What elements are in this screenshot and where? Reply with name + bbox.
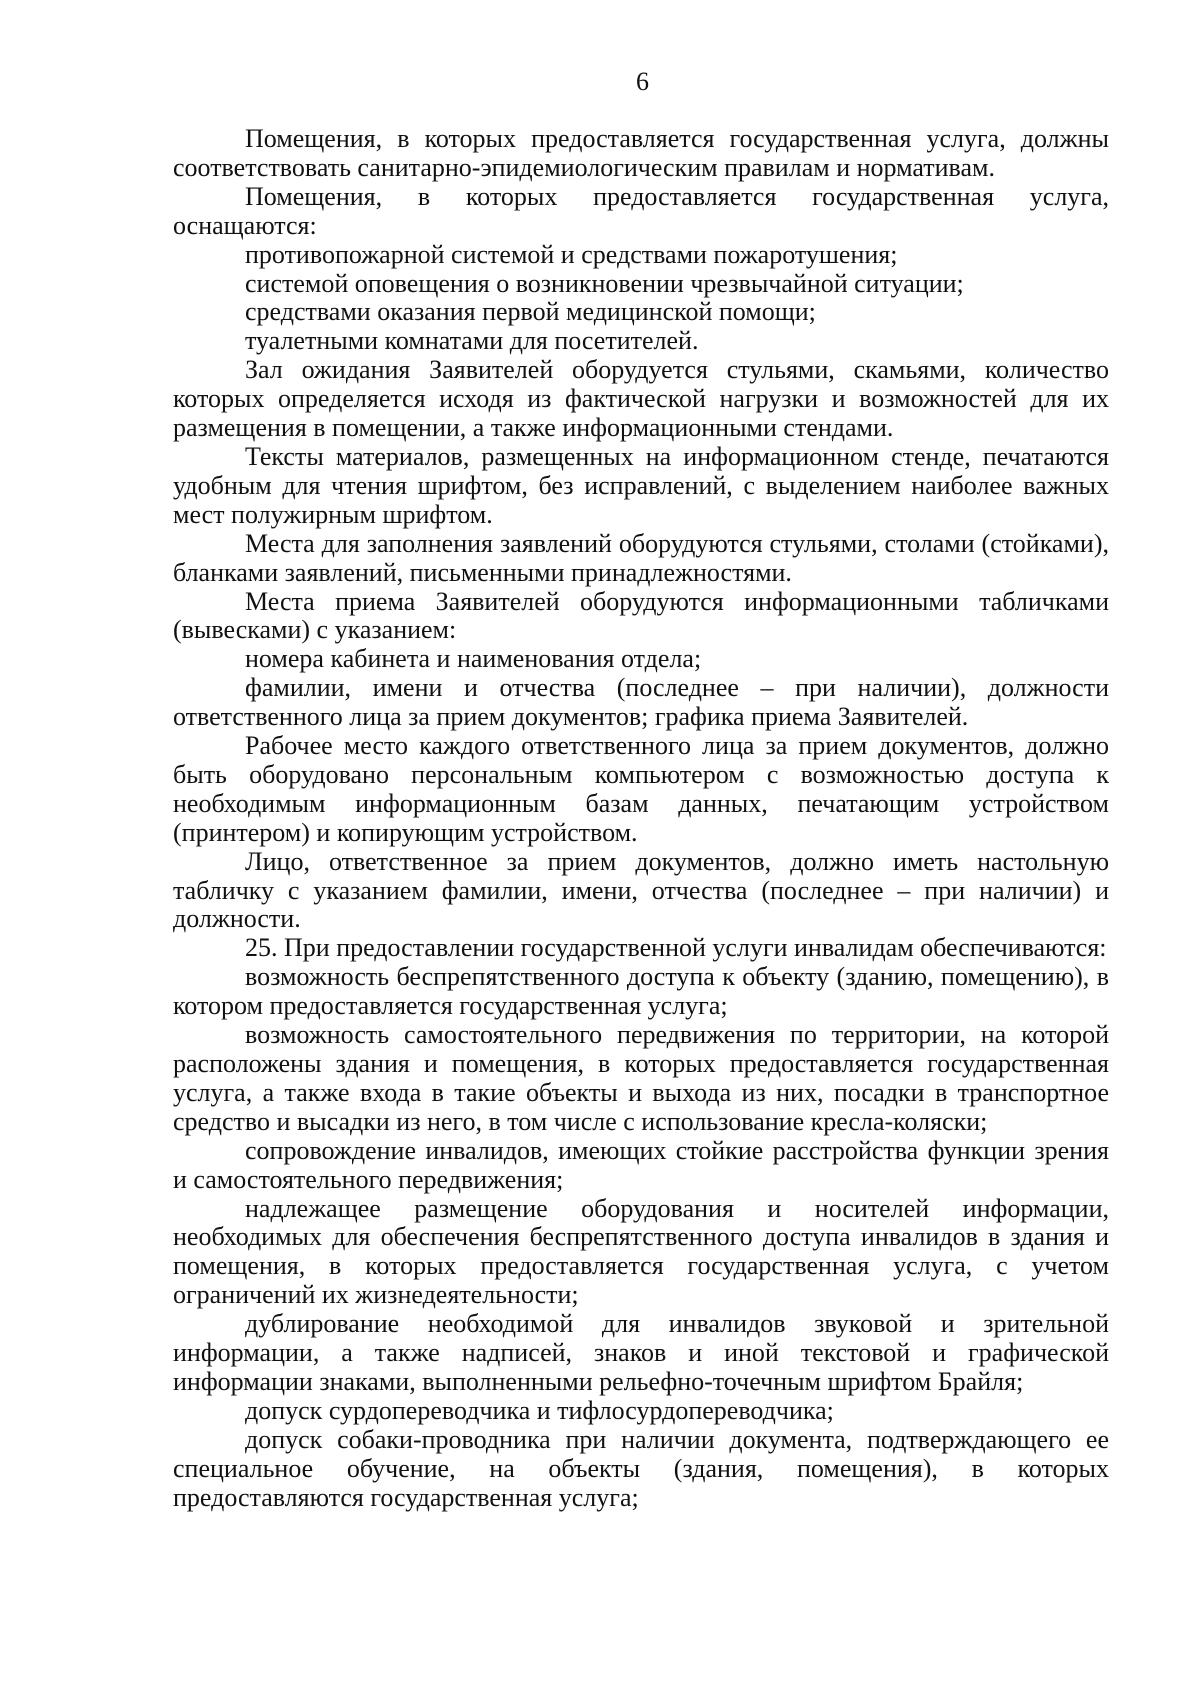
paragraph-application-filling-places: Места для заполнения заявлений оборудуются стульями, столами (стойками), бланками заявлений, письменными принадлежностями. xyxy=(173,528,1109,587)
page-number: 6 xyxy=(636,67,649,96)
list-item-first-aid: средствами оказания первой медицинской помощи; xyxy=(245,297,816,327)
list-item-room-number: номера кабинета и наименования отдела; xyxy=(245,644,702,674)
list-item-equipment-placement: надлежащее размещение оборудования и носителей информации, необходимых для обеспечения беспрепятственного доступа инвалидов в здания и помещения, в которых предоставляется государственная услуга, с учетом ограничений их жизнедеятельности; xyxy=(173,1193,1109,1310)
paragraph-information-stand-text: Тексты материалов, размещенных на информационном стенде, печатаются удобным для чтения шрифтом, без исправлений, с выделением наиболее важных мест полужирным шрифтом. xyxy=(173,441,1109,529)
paragraph-accessibility-section-25: 25. При предоставлении государственной услуги инвалидам обеспечиваются: xyxy=(245,933,1107,963)
list-item-independent-movement: возможность самостоятельного передвижения по территории, на которой расположены здания и помещения, в которых предоставляется государственная услуга, а также входа в такие объекты и выхода из них, посадки в транспортное средство и высадки из него, в том числе с использование кресла-коляски; xyxy=(173,1020,1109,1136)
paragraph-workplace-equipment: Рабочее место каждого ответственного лица за прием документов, должно быть оборудовано персональным компьютером с возможностью доступа к необходимым информационным базам данных, печатающим устройством (принтером) и копирующим устройством. xyxy=(173,731,1109,847)
list-item-sign-interpreter: допуск сурдопереводчика и тифлосурдопереводчика; xyxy=(245,1395,834,1425)
paragraph-desk-nameplate: Лицо, ответственное за прием документов, должно иметь настольную табличку с указанием фамилии, имени, отчества (последнее – при наличии) и должности. xyxy=(173,846,1109,934)
list-item-guide-dog: допуск собаки-проводника при наличии документа, подтверждающего ее специальное обучение, на объекты (здания, помещения), в которых предоставляются государственная услуга; xyxy=(173,1424,1109,1512)
document-body xyxy=(173,125,1109,1513)
list-item-barrier-free-access: возможность беспрепятственного доступа к объекту (зданию, помещению), в котором предоставляется государственная услуга; xyxy=(173,962,1109,1021)
list-item-restrooms: туалетными комнатами для посетителей. xyxy=(245,326,699,356)
list-item-braille-duplication: дублирование необходимой для инвалидов звуковой и зрительной информации, а также надписей, знаков и иной текстовой и графической информации знаками, выполненными рельефно-точечным шрифтом Брайля; xyxy=(173,1309,1109,1396)
list-item-escort-disabled: сопровождение инвалидов, имеющих стойкие расстройства функции зрения и самостоятельного передвижения; xyxy=(173,1135,1109,1194)
paragraph-waiting-hall: Зал ожидания Заявителей оборудуется стульями, скамьями, количество которых определяется исходя из фактической нагрузки и возможностей для их размещения в помещении, а также информационными стендами. xyxy=(173,355,1109,443)
list-item-responsible-person: фамилии, имени и отчества (последнее – при наличии), должности ответственного лица за прием документов; графика приема Заявителей. xyxy=(173,673,1109,732)
paragraph-premises-equipped: Помещения, в которых предоставляется государственная услуга, оснащаются: xyxy=(173,181,1109,240)
list-item-fire-system: противопожарной системой и средствами пожаротушения; xyxy=(245,239,898,269)
list-item-emergency-alert: системой оповещения о возникновении чрезвычайной ситуации; xyxy=(245,268,964,298)
paragraph-reception-places: Места приема Заявителей оборудуются информационными табличками (вывесками) с указанием: xyxy=(173,586,1109,645)
paragraph-premises-sanitary: Помещения, в которых предоставляется государственная услуга, должны соответствовать санитарно-эпидемиологическим правилам и нормативам. xyxy=(173,124,1109,182)
